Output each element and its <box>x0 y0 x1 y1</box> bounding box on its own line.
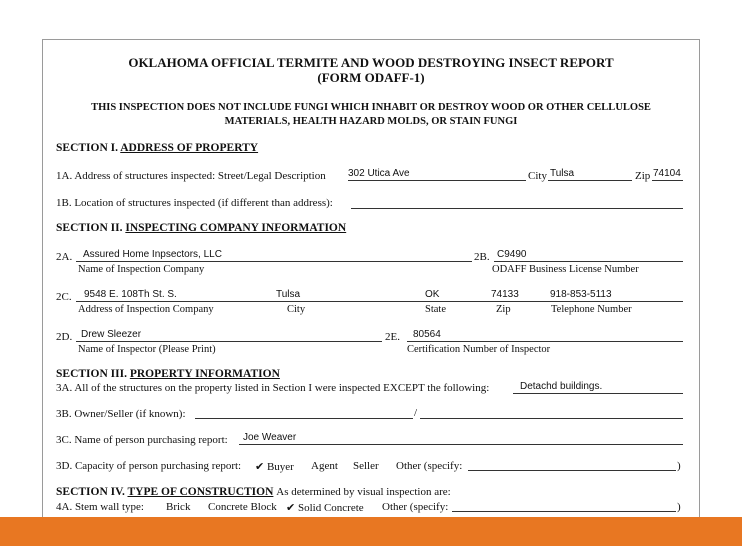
notice-line-1: THIS INSPECTION DOES NOT INCLUDE FUNGI WHICH INHABIT OR DESTROY WOOD OR OTHER CELLULOSE <box>91 102 651 113</box>
inspector-caption: Name of Inspector (Please Print) <box>78 344 216 355</box>
company-name-caption: Name of Inspection Company <box>78 264 205 275</box>
section-1-prefix: SECTION I. <box>56 142 118 154</box>
q4a-brick-option[interactable]: Brick <box>166 501 191 513</box>
q1a-zip-line <box>652 180 683 181</box>
section-1-title: ADDRESS OF PROPERTY <box>120 142 259 154</box>
q3b-label: 3B. Owner/Seller (if known): <box>56 408 186 420</box>
q3d-close-paren: ) <box>677 460 681 472</box>
section-1-heading <box>56 142 258 154</box>
q3b-owner-line[interactable] <box>195 418 413 419</box>
company-city-field[interactable]: Tulsa <box>276 289 301 300</box>
form-page <box>42 39 700 519</box>
q1a-street-line <box>348 180 526 181</box>
section-3-heading <box>56 368 280 380</box>
q4a-label: 4A. Stem wall type: <box>56 501 144 513</box>
q4a-solid-concrete-option[interactable]: ✔ Solid Concrete <box>286 502 364 514</box>
q1a-zip-label: Zip <box>635 170 651 182</box>
q4a-close-paren: ) <box>677 501 681 513</box>
q3d-seller-option[interactable]: Seller <box>353 460 379 472</box>
q1a-city-field[interactable]: Tulsa <box>550 168 575 179</box>
company-address-field[interactable]: 9548 E. 108Th St. S. <box>84 289 177 300</box>
q2a-line <box>76 261 472 262</box>
q2b-num: 2B. <box>474 251 490 263</box>
phone-caption: Telephone Number <box>551 304 632 315</box>
company-state-field[interactable]: OK <box>425 289 440 300</box>
form-subtitle: (FORM ODAFF-1) <box>317 70 425 85</box>
section-2-title: INSPECTING COMPANY INFORMATION <box>125 222 347 234</box>
q1a-street-field[interactable]: 302 Utica Ave <box>348 168 410 179</box>
q2c-line <box>76 301 683 302</box>
q4a-other-line[interactable] <box>452 511 676 512</box>
form-title: OKLAHOMA OFFICIAL TERMITE AND WOOD DESTROYING INSECT REPORT <box>128 55 614 70</box>
section-3-prefix: SECTION III. <box>56 368 127 380</box>
q2d-num: 2D. <box>56 331 73 343</box>
section-4-title: TYPE OF CONSTRUCTION <box>127 486 274 498</box>
q3c-line <box>239 444 683 445</box>
section-2-prefix: SECTION II. <box>56 222 123 234</box>
section-4-heading <box>56 486 451 498</box>
q1a-city-label: City <box>528 170 547 182</box>
q3d-agent-option[interactable]: Agent <box>311 460 338 472</box>
q1a-city-line <box>548 180 632 181</box>
q2b-line <box>494 261 683 262</box>
q3b-separator: / <box>414 407 418 419</box>
q3d-label: 3D. Capacity of person purchasing report: <box>56 460 242 472</box>
inspector-name-field[interactable]: Drew Sleezer <box>81 329 142 340</box>
license-caption: ODAFF Business License Number <box>492 264 639 275</box>
q2d-line <box>76 341 382 342</box>
company-phone-field[interactable]: 918-853-5113 <box>550 289 612 300</box>
section-4-prefix: SECTION IV. <box>56 486 125 498</box>
q3a-field[interactable]: Detachd buildings. <box>520 381 603 392</box>
zip-caption: Zip <box>496 304 511 315</box>
q1a-label: 1A. Address of structures inspected: Street/Legal Description <box>56 170 326 182</box>
q3d-other-option[interactable]: Other (specify: <box>396 460 463 472</box>
q2e-line <box>407 341 683 342</box>
company-name-field[interactable]: Assured Home Inpsectors, LLC <box>83 249 222 260</box>
q4a-other-option[interactable]: Other (specify: <box>382 501 449 513</box>
q2c-num: 2C. <box>56 291 72 303</box>
notice-line-2: MATERIALS, HEALTH HAZARD MOLDS, OR STAIN FUNGI <box>224 116 518 127</box>
state-caption: State <box>425 304 446 315</box>
q2e-num: 2E. <box>385 331 400 343</box>
address-caption: Address of Inspection Company <box>78 304 214 315</box>
q3d-buyer-option[interactable]: ✔ Buyer <box>255 461 294 473</box>
q3b-seller-line[interactable] <box>420 418 683 419</box>
q3a-label: 3A. All of the structures on the property listed in Section I were inspected EXCEPT the following: <box>56 382 490 394</box>
q3c-field[interactable]: Joe Weaver <box>243 432 297 443</box>
section-4-suffix: As determined by visual inspection are: <box>276 486 451 498</box>
q4a-concrete-block-option[interactable]: Concrete Block <box>208 501 277 513</box>
company-zip-field[interactable]: 74133 <box>491 289 519 300</box>
q3d-other-line[interactable] <box>468 470 676 471</box>
q1b-label: 1B. Location of structures inspected (if different than address): <box>56 197 333 209</box>
q1a-zip-field[interactable]: 74104 <box>653 168 681 179</box>
q2a-num: 2A. <box>56 251 73 263</box>
city-caption: City <box>287 304 306 315</box>
q1b-line[interactable] <box>351 208 683 209</box>
license-field[interactable]: C9490 <box>497 249 527 260</box>
q3c-label: 3C. Name of person purchasing report: <box>56 434 228 446</box>
cert-caption: Certification Number of Inspector <box>407 344 551 355</box>
section-2-heading <box>56 222 346 234</box>
orange-footer-bar <box>0 517 742 546</box>
cert-number-field[interactable]: 80564 <box>413 329 441 340</box>
q3a-line <box>513 393 683 394</box>
section-3-title: PROPERTY INFORMATION <box>129 368 280 380</box>
